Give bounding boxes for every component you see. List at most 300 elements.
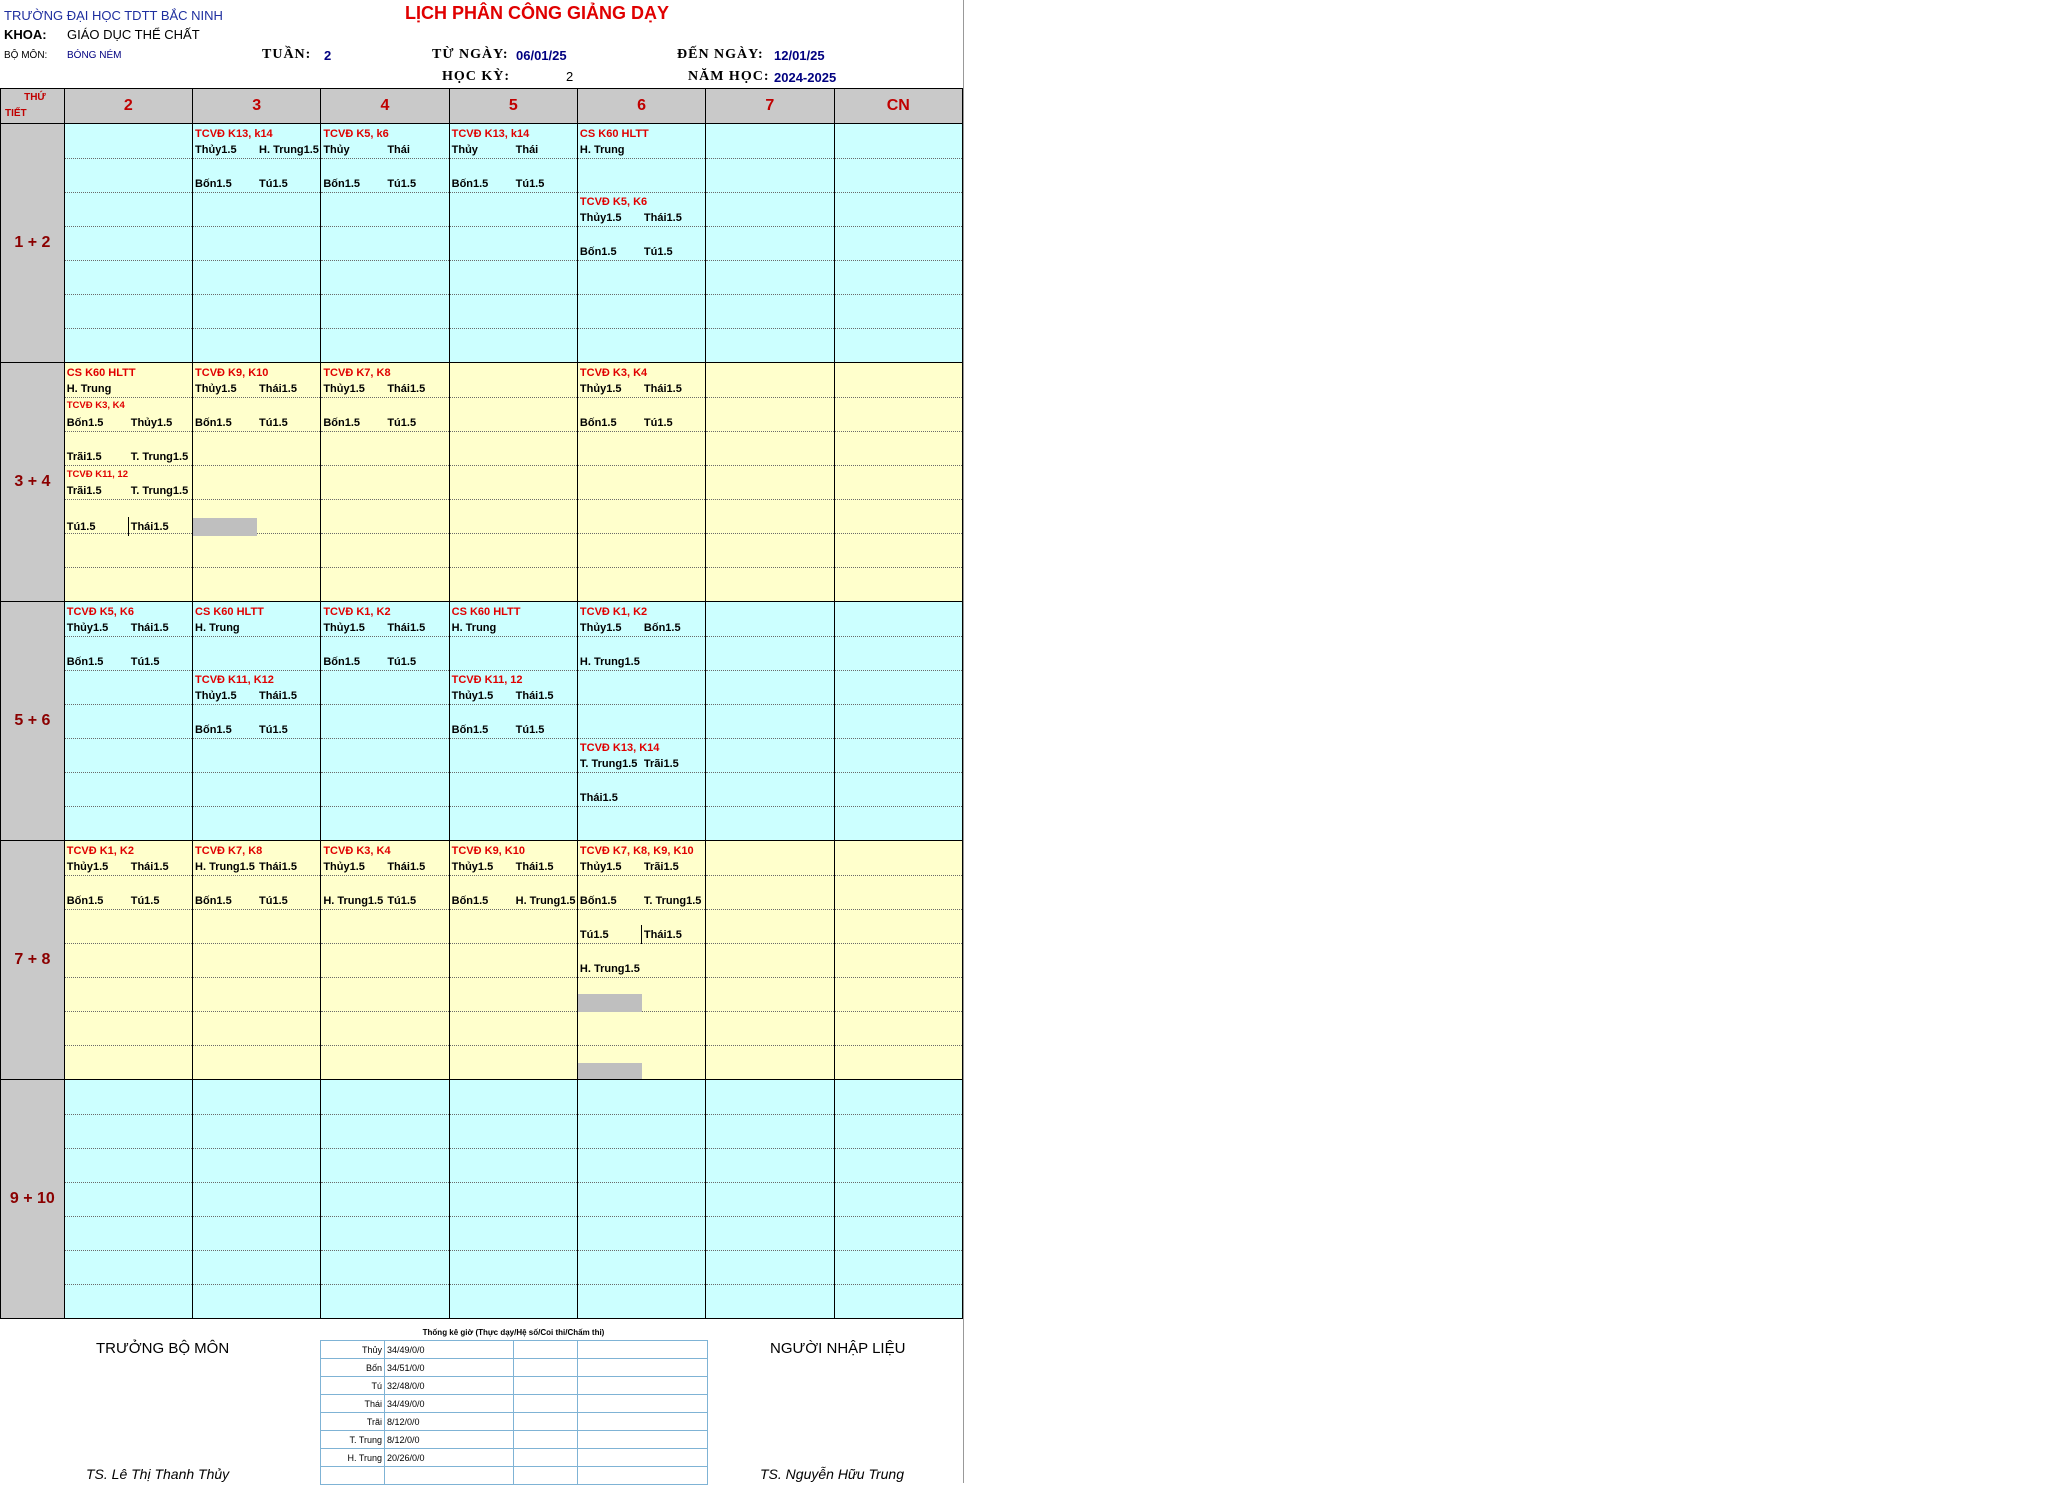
subrow-divider — [706, 1114, 833, 1115]
stats-row — [321, 1431, 708, 1449]
subrow-divider — [65, 636, 192, 637]
hocky-label: HỌC KỲ: — [442, 69, 511, 84]
subrow-divider — [450, 1284, 577, 1285]
course-label: TCVĐ K5, K6 — [579, 196, 648, 208]
subrow-divider — [321, 875, 448, 876]
subrow-divider — [193, 294, 320, 295]
teacher-hours: Bốn1.5 — [195, 895, 232, 907]
teacher-hours: Bốn1.5 — [66, 895, 104, 907]
subrow-divider — [706, 1011, 833, 1012]
subrow-divider — [835, 465, 962, 466]
subrow-divider — [578, 636, 705, 637]
subrow-divider — [65, 670, 192, 671]
subrow-divider — [193, 1148, 320, 1149]
subrow-divider — [321, 670, 448, 671]
teacher-hours: Bốn1.5 — [579, 417, 617, 429]
page-title: LỊCH PHÂN CÔNG GIẢNG DẠY — [405, 3, 670, 23]
teacher-hours: Thủy1.5 — [66, 861, 109, 873]
corner-header — [1, 89, 65, 124]
stats-row — [321, 1341, 708, 1359]
subrow-divider — [193, 1011, 320, 1012]
subrow-divider — [450, 806, 577, 807]
subrow-divider — [706, 977, 833, 978]
subrow-divider — [321, 328, 448, 329]
teacher-hours: Bốn1.5 — [451, 178, 489, 190]
subrow-divider — [706, 328, 833, 329]
subrow-divider — [578, 1182, 705, 1183]
subrow-divider — [321, 772, 448, 773]
slot-p5-d3[interactable] — [193, 1080, 321, 1319]
tiet-label: TIẾT — [5, 108, 27, 119]
course-label: CS K60 HLTT — [66, 367, 136, 379]
slot-p4-cn[interactable] — [834, 841, 962, 1080]
period-label: 1 + 2 — [1, 124, 65, 363]
slot-p4-d2[interactable] — [64, 841, 192, 1080]
period-label: 9 + 10 — [1, 1080, 65, 1319]
day-header-7: 7 — [706, 89, 834, 124]
slot-p2-d3[interactable] — [193, 363, 321, 602]
subrow-divider — [578, 226, 705, 227]
course-label: CS K60 HLTT — [451, 606, 521, 618]
slot-p1-d5[interactable] — [449, 124, 577, 363]
subrow-divider — [835, 738, 962, 739]
subrow-divider — [706, 1250, 833, 1251]
subrow-divider — [450, 192, 577, 193]
teacher-hours: Bốn1.5 — [579, 246, 617, 258]
slot-p5-d5[interactable] — [449, 1080, 577, 1319]
subrow-divider — [578, 158, 705, 159]
teacher-hours: Tú1.5 — [579, 929, 609, 941]
slot-p1-d3[interactable] — [193, 124, 321, 363]
course-label: TCVĐ K7, K8 — [195, 845, 263, 857]
teacher-hours: Thủy1.5 — [323, 622, 365, 634]
subrow-divider — [578, 806, 705, 807]
day-header-row — [1, 89, 963, 124]
slot-p3-d4[interactable] — [321, 602, 449, 841]
teacher-hours: Thủy1.5 — [195, 690, 237, 702]
stats-value: 8/12/0/0 — [385, 1413, 514, 1431]
tungay-label: TỪ NGÀY: — [432, 47, 509, 62]
period-row-1-2 — [1, 124, 963, 363]
teacher-hours: Bốn1.5 — [195, 178, 232, 190]
subrow-divider — [321, 1182, 448, 1183]
course-label: TCVĐ K13, k14 — [451, 128, 530, 140]
slot-p4-d5[interactable] — [449, 841, 577, 1080]
subrow-divider — [193, 670, 320, 671]
subrow-divider — [321, 499, 448, 500]
subrow-divider — [65, 567, 192, 568]
subrow-divider — [706, 875, 833, 876]
subrow-divider — [578, 977, 705, 978]
subrow-divider — [835, 909, 962, 910]
period-row-5-6 — [1, 602, 963, 841]
slot-p1-d2[interactable] — [64, 124, 192, 363]
stats-row — [321, 1413, 708, 1431]
course-label: TCVĐ K3, K4 — [323, 845, 391, 857]
subrow-divider — [321, 738, 448, 739]
subrow-divider — [835, 192, 962, 193]
subrow-divider — [578, 1284, 705, 1285]
subrow-divider — [578, 431, 705, 432]
slot-p4-d7[interactable] — [706, 841, 834, 1080]
teacher-hours: Thủy1.5 — [579, 861, 622, 873]
subrow-divider — [578, 909, 705, 910]
subrow-divider — [578, 875, 705, 876]
subrow-divider — [835, 158, 962, 159]
slot-p5-d2[interactable] — [64, 1080, 192, 1319]
course-label: TCVĐ K11, 12 — [451, 674, 523, 686]
teacher-hours: Thái1.5 — [130, 521, 169, 533]
teacher-hours: Thủy1.5 — [195, 383, 237, 395]
subrow-divider — [578, 499, 705, 500]
teacher-hours: Bốn1.5 — [323, 656, 361, 668]
cell-divider — [641, 925, 642, 944]
subrow-divider — [193, 1114, 320, 1115]
subrow-divider — [835, 977, 962, 978]
subrow-divider — [706, 1182, 833, 1183]
subrow-divider — [450, 1182, 577, 1183]
subrow-divider — [450, 943, 577, 944]
subrow-divider — [65, 875, 192, 876]
subrow-divider — [193, 738, 320, 739]
subrow-divider — [321, 294, 448, 295]
slot-p3-d3[interactable] — [193, 602, 321, 841]
subrow-divider — [835, 772, 962, 773]
teacher-hours: Thủy1.5 — [451, 861, 494, 873]
subrow-divider — [450, 499, 577, 500]
subrow-divider — [706, 533, 833, 534]
subrow-divider — [706, 465, 833, 466]
subrow-divider — [578, 567, 705, 568]
hours-stats-table — [320, 1340, 708, 1485]
subrow-divider — [835, 328, 962, 329]
subrow-divider — [65, 226, 192, 227]
subrow-divider — [321, 192, 448, 193]
subrow-divider — [706, 294, 833, 295]
day-header-cn: CN — [834, 89, 962, 124]
stats-value: 32/48/0/0 — [385, 1377, 514, 1395]
teacher-hours: Thái1.5 — [130, 622, 169, 634]
denngay-label: ĐẾN NGÀY: — [677, 47, 764, 62]
subrow-divider — [706, 909, 833, 910]
subrow-divider — [578, 1045, 705, 1046]
teacher-hours: Thái1.5 — [387, 383, 426, 395]
teacher-hours: Tú1.5 — [259, 178, 288, 190]
schedule-sheet — [0, 0, 964, 1483]
subrow-divider — [578, 465, 705, 466]
stats-value: 34/51/0/0 — [385, 1359, 514, 1377]
teacher-hours: Bốn1.5 — [66, 656, 104, 668]
subrow-divider — [65, 397, 192, 398]
stats-row — [321, 1359, 708, 1377]
teacher-hours: Thủy1.5 — [66, 622, 109, 634]
slot-p2-d6[interactable] — [577, 363, 705, 602]
subrow-divider — [450, 1216, 577, 1217]
subrow-divider — [578, 670, 705, 671]
teacher-hours: Thái1.5 — [387, 622, 426, 634]
subrow-divider — [835, 1011, 962, 1012]
subrow-divider — [321, 806, 448, 807]
subrow-divider — [706, 772, 833, 773]
subrow-divider — [450, 397, 577, 398]
subrow-divider — [706, 943, 833, 944]
teacher-hours: H. Trung1.5 — [195, 861, 255, 873]
subrow-divider — [706, 431, 833, 432]
subrow-divider — [193, 1045, 320, 1046]
subrow-divider — [193, 943, 320, 944]
teacher-hours: Tú1.5 — [259, 895, 288, 907]
subrow-divider — [578, 772, 705, 773]
subrow-divider — [450, 533, 577, 534]
subrow-divider — [65, 158, 192, 159]
stats-name: Thủy — [321, 1341, 385, 1359]
slot-p2-d2[interactable] — [64, 363, 192, 602]
subrow-divider — [450, 909, 577, 910]
subrow-divider — [193, 567, 320, 568]
subrow-divider — [193, 465, 320, 466]
subrow-divider — [65, 943, 192, 944]
subrow-divider — [65, 328, 192, 329]
subrow-divider — [706, 1216, 833, 1217]
subrow-divider — [321, 431, 448, 432]
subrow-divider — [706, 1148, 833, 1149]
slot-p5-cn[interactable] — [834, 1080, 962, 1319]
teacher-hours: Thủy1.5 — [130, 417, 173, 429]
subrow-divider — [321, 465, 448, 466]
subrow-divider — [450, 1114, 577, 1115]
subrow-divider — [450, 670, 577, 671]
subrow-divider — [835, 1045, 962, 1046]
slot-p3-d2[interactable] — [64, 602, 192, 841]
stats-name: H. Trung — [321, 1449, 385, 1467]
subrow-divider — [193, 977, 320, 978]
slot-p2-d5[interactable] — [449, 363, 577, 602]
subrow-divider — [835, 1148, 962, 1149]
stats-row — [321, 1467, 708, 1485]
khoa-label: KHOA: — [4, 27, 47, 42]
subrow-divider — [706, 704, 833, 705]
teacher-hours: H. Trung1.5 — [579, 963, 640, 975]
subrow-divider — [193, 909, 320, 910]
subrow-divider — [193, 772, 320, 773]
bomon-label: BỘ MÔN: — [4, 50, 48, 61]
slot-p4-d3[interactable] — [193, 841, 321, 1080]
stats-row — [321, 1449, 708, 1467]
subrow-divider — [193, 1250, 320, 1251]
stats-value: 34/49/0/0 — [385, 1395, 514, 1413]
slot-p5-d7[interactable] — [706, 1080, 834, 1319]
teacher-hours: Thái — [387, 144, 410, 156]
bomon-value: BÓNG NÉM — [67, 50, 122, 61]
day-header-3: 3 — [193, 89, 321, 124]
subrow-divider — [706, 158, 833, 159]
subrow-divider — [193, 260, 320, 261]
subrow-divider — [65, 1250, 192, 1251]
teacher-hours: Tú1.5 — [643, 417, 673, 429]
tuan-value: 2 — [324, 48, 332, 63]
day-header-4: 4 — [321, 89, 449, 124]
slot-p3-d7[interactable] — [706, 602, 834, 841]
subrow-divider — [193, 226, 320, 227]
subrow-divider — [65, 1284, 192, 1285]
day-header-5: 5 — [449, 89, 577, 124]
teacher-hours: H. Trung1.5 — [323, 895, 384, 907]
course-label: TCVĐ K1, K2 — [323, 606, 391, 618]
subrow-divider — [835, 1284, 962, 1285]
subrow-divider — [65, 260, 192, 261]
teacher-hours: Thủy1.5 — [451, 690, 494, 702]
stats-name: T. Trung — [321, 1431, 385, 1449]
teacher-hours: Trãi1.5 — [66, 485, 102, 497]
slot-p4-d4[interactable] — [321, 841, 449, 1080]
teacher-hours: Thái1.5 — [515, 861, 554, 873]
subrow-divider — [65, 1011, 192, 1012]
subrow-divider — [578, 397, 705, 398]
course-label: TCVĐ K7, K8, K9, K10 — [579, 845, 694, 857]
subrow-divider — [321, 977, 448, 978]
subrow-divider — [321, 260, 448, 261]
teacher-hours: Bốn1.5 — [195, 724, 232, 736]
teacher-hours: Thủy1.5 — [195, 144, 237, 156]
subrow-divider — [835, 636, 962, 637]
slot-p2-d4[interactable] — [321, 363, 449, 602]
subrow-divider — [321, 226, 448, 227]
subrow-divider — [65, 1148, 192, 1149]
subrow-divider — [578, 533, 705, 534]
teacher-hours: Tú1.5 — [259, 724, 288, 736]
slot-p2-cn[interactable] — [834, 363, 962, 602]
teacher-hours: Bốn1.5 — [579, 895, 617, 907]
teacher-hours: Tú1.5 — [387, 656, 417, 668]
subrow-divider — [706, 499, 833, 500]
teacher-hours: Tú1.5 — [387, 178, 417, 190]
teacher-hours: Tú1.5 — [515, 178, 545, 190]
teacher-hours: Tú1.5 — [66, 521, 96, 533]
teacher-hours: Tú1.5 — [387, 417, 417, 429]
subrow-divider — [193, 328, 320, 329]
subrow-divider — [835, 1182, 962, 1183]
subrow-divider — [193, 875, 320, 876]
slot-p1-d6[interactable] — [577, 124, 705, 363]
subrow-divider — [578, 1114, 705, 1115]
slot-p5-d4[interactable] — [321, 1080, 449, 1319]
subrow-divider — [835, 1250, 962, 1251]
slot-p3-cn[interactable] — [834, 602, 962, 841]
course-label: TCVĐ K5, k6 — [323, 128, 389, 140]
course-label: TCVĐ K13, K14 — [579, 742, 660, 754]
subrow-divider — [321, 704, 448, 705]
period-label: 3 + 4 — [1, 363, 65, 602]
head-signature: TS. Lê Thị Thanh Thủy — [86, 1466, 230, 1482]
teacher-hours: Trãi1.5 — [643, 758, 679, 770]
subrow-divider — [450, 704, 577, 705]
period-row-3-4 — [1, 363, 963, 602]
period-label: 7 + 8 — [1, 841, 65, 1080]
teacher-hours: Thủy1.5 — [579, 383, 622, 395]
course-label: TCVĐ K1, K2 — [66, 845, 134, 857]
stats-value: 8/12/0/0 — [385, 1431, 514, 1449]
subrow-divider — [321, 636, 448, 637]
slot-p5-d6[interactable] — [577, 1080, 705, 1319]
subrow-divider — [835, 431, 962, 432]
stats-title: Thống kê giờ (Thực dạy/Hệ số/Coi thi/Chấm thi) — [422, 1328, 605, 1337]
subrow-divider — [193, 636, 320, 637]
teacher-hours: H. Trung — [451, 622, 497, 634]
slot-p1-cn[interactable] — [834, 124, 962, 363]
subrow-divider — [65, 499, 192, 500]
subrow-divider — [321, 1011, 448, 1012]
teacher-hours: Bốn1.5 — [323, 417, 361, 429]
blocked-cell — [193, 518, 257, 536]
subrow-divider — [578, 738, 705, 739]
subrow-divider — [835, 670, 962, 671]
subrow-divider — [65, 738, 192, 739]
teacher-hours: Bốn1.5 — [323, 178, 361, 190]
course-label: TCVĐ K3, K4 — [579, 367, 648, 379]
teacher-hours: Tú1.5 — [515, 724, 545, 736]
slot-p4-d6[interactable] — [577, 841, 705, 1080]
teacher-hours: H. Trung — [66, 383, 112, 395]
subrow-divider — [835, 260, 962, 261]
teacher-hours: Thái1.5 — [387, 861, 426, 873]
blocked-cell — [578, 1063, 642, 1080]
slot-p1-d4[interactable] — [321, 124, 449, 363]
data-entry-title: NGƯỜI NHẬP LIỆU — [770, 1340, 906, 1357]
teacher-hours: Thái1.5 — [515, 690, 554, 702]
teacher-hours: Thủy — [323, 144, 350, 156]
teacher-hours: Thái1.5 — [643, 929, 682, 941]
teacher-hours: Thái1.5 — [643, 212, 682, 224]
slot-p1-d7[interactable] — [706, 124, 834, 363]
cell-divider — [128, 517, 129, 536]
subrow-divider — [835, 567, 962, 568]
subrow-divider — [321, 909, 448, 910]
subrow-divider — [578, 704, 705, 705]
day-header-6: 6 — [577, 89, 705, 124]
stats-name: Tú — [321, 1377, 385, 1395]
namhoc-value: 2024-2025 — [774, 70, 837, 85]
subrow-divider — [706, 636, 833, 637]
period-label: 5 + 6 — [1, 602, 65, 841]
course-label: TCVĐ K9, K10 — [451, 845, 525, 857]
subrow-divider — [835, 533, 962, 534]
teacher-hours: Thủy1.5 — [323, 861, 365, 873]
course-label: CS K60 HLTT — [195, 606, 264, 618]
subrow-divider — [450, 260, 577, 261]
subrow-divider — [450, 328, 577, 329]
subrow-divider — [706, 738, 833, 739]
period-row-7-8 — [1, 841, 963, 1080]
teacher-hours: Thái1.5 — [130, 861, 169, 873]
subrow-divider — [65, 909, 192, 910]
head-of-department-title: TRƯỞNG BỘ MÔN — [96, 1340, 230, 1357]
stats-row — [321, 1395, 708, 1413]
subrow-divider — [321, 1114, 448, 1115]
slot-p3-d5[interactable] — [449, 602, 577, 841]
subrow-divider — [193, 499, 320, 500]
course-label: TCVĐ K5, K6 — [66, 606, 134, 618]
subrow-divider — [65, 772, 192, 773]
subrow-divider — [450, 1148, 577, 1149]
slot-p3-d6[interactable] — [577, 602, 705, 841]
subrow-divider — [321, 1284, 448, 1285]
slot-p2-d7[interactable] — [706, 363, 834, 602]
subrow-divider — [706, 1284, 833, 1285]
subrow-divider — [450, 294, 577, 295]
subrow-divider — [65, 704, 192, 705]
subrow-divider — [193, 431, 320, 432]
subrow-divider — [450, 158, 577, 159]
